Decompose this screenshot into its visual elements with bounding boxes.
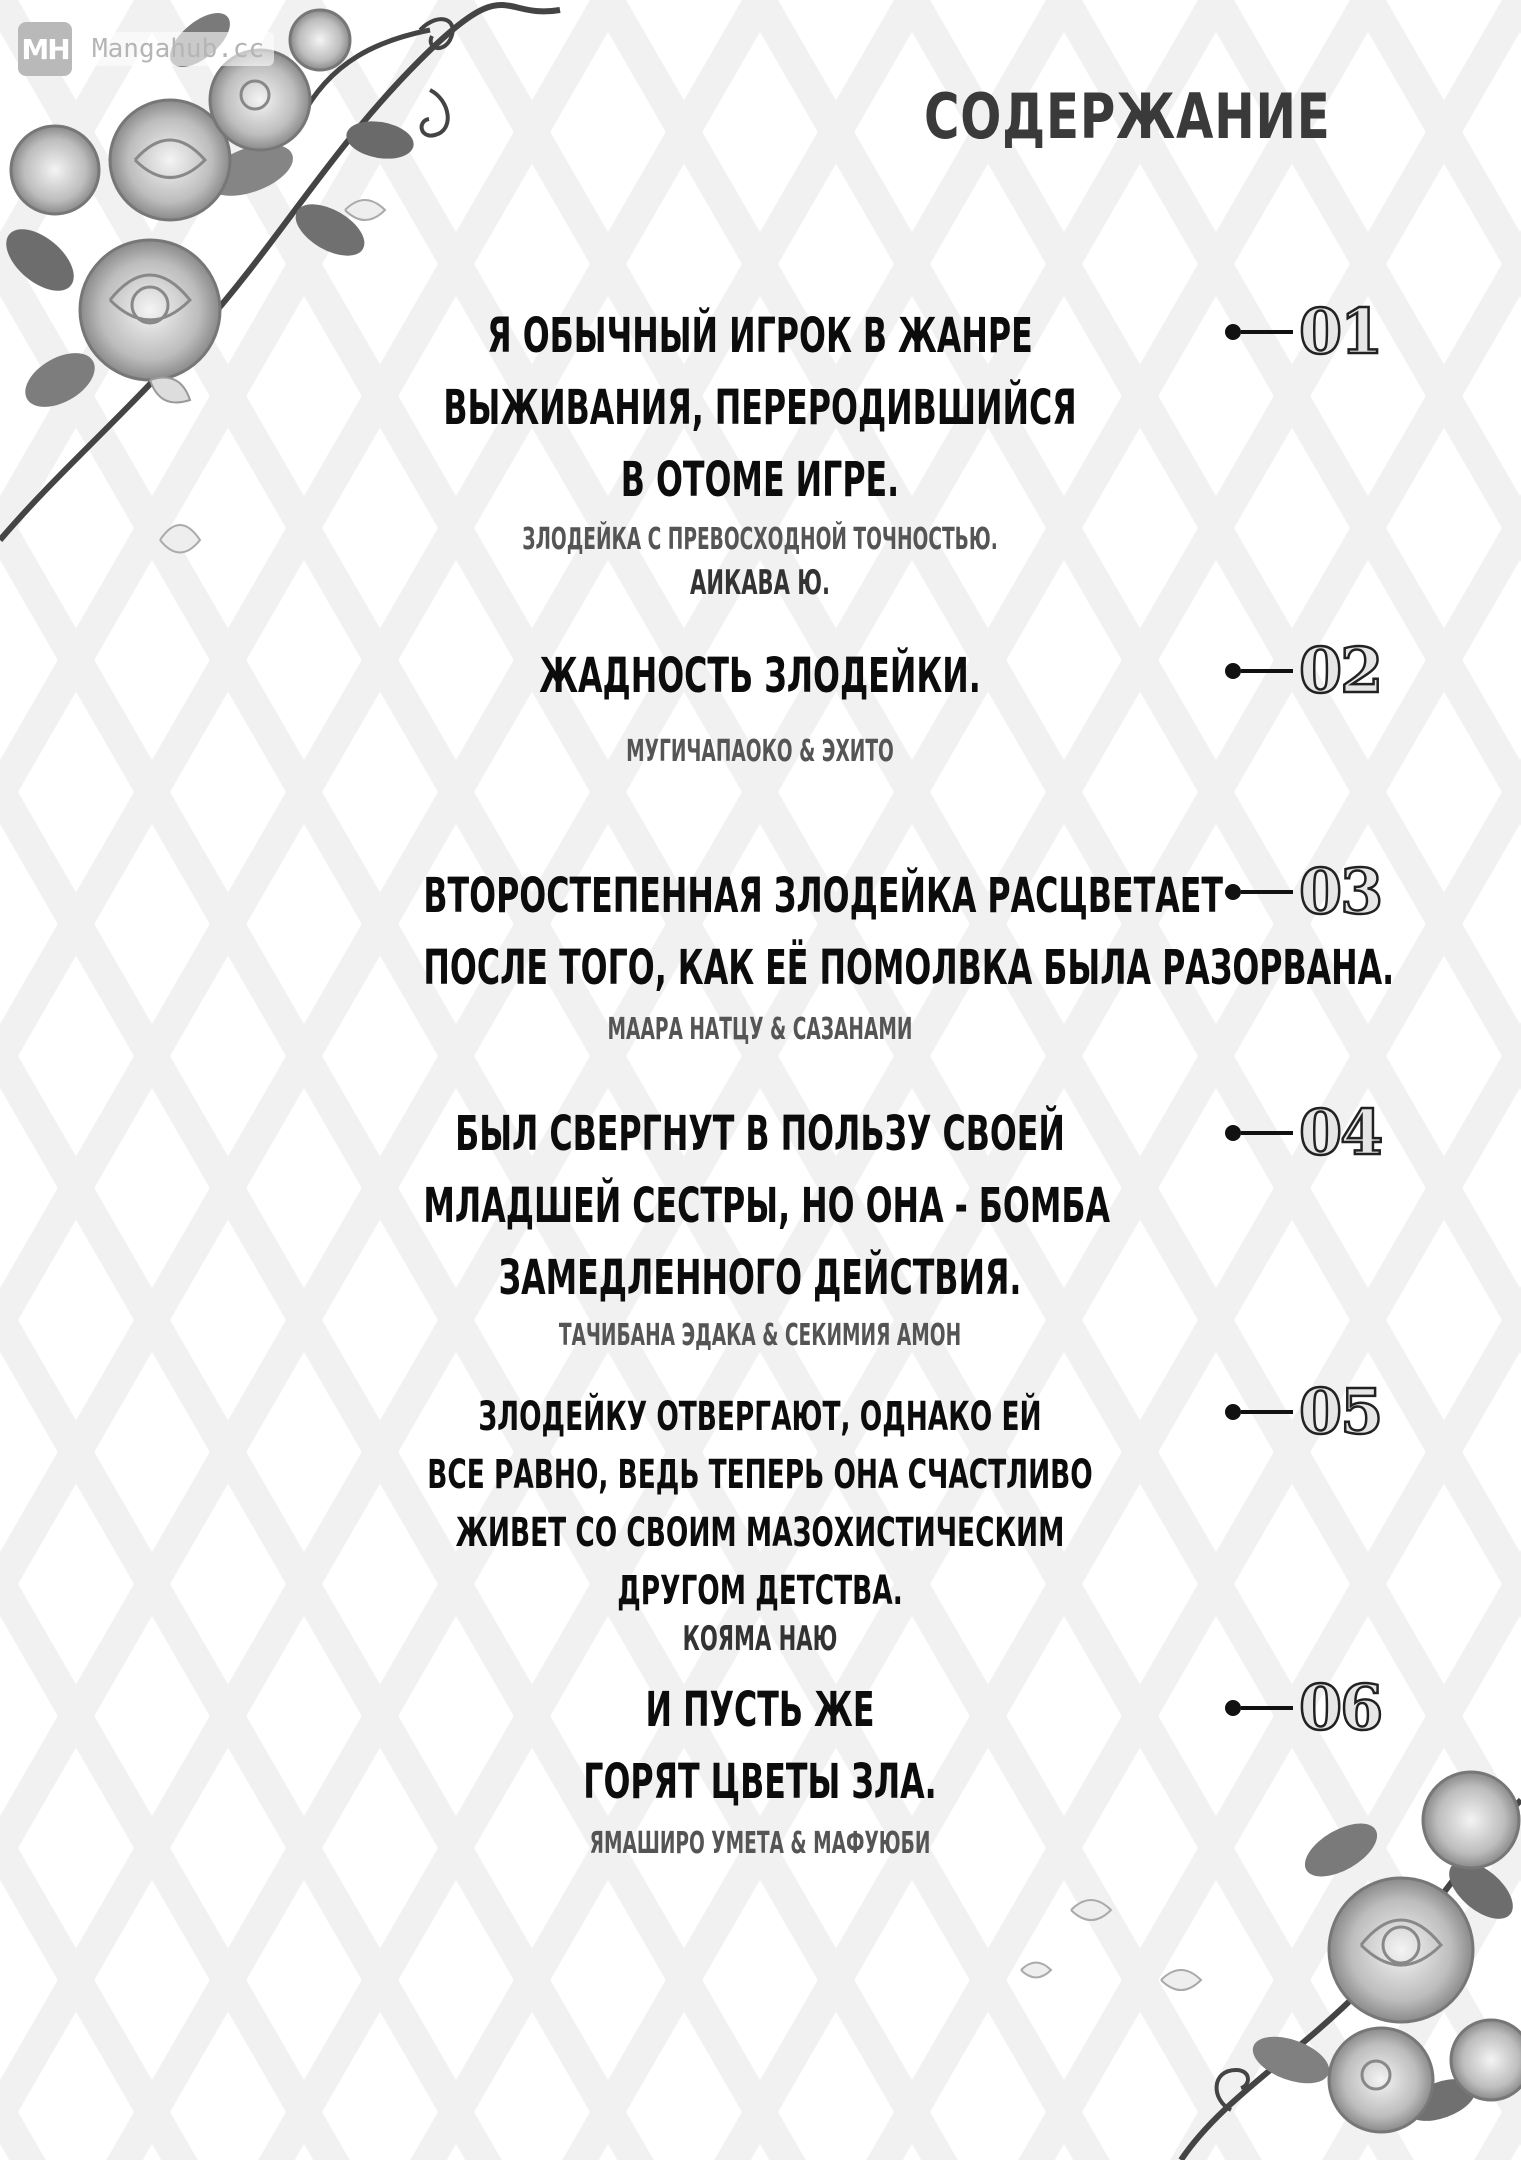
entry-title-line: ЗЛОДЕЙКУ ОТВЕРГАЮТ, ОДНАКО ЕЙ [478, 1394, 1042, 1440]
marker-dot [1225, 1125, 1241, 1141]
toc-entry-06 [250, 1674, 1270, 1874]
toc-entry-02 [250, 640, 1270, 780]
entry-number-marker-02 [1225, 634, 1415, 707]
entry-number-marker-03 [1225, 855, 1415, 928]
site-watermark [18, 22, 274, 76]
toc-entry-05 [250, 1388, 1270, 1668]
entry-number: 06 [1299, 1671, 1382, 1744]
entry-author-line: МААРА НАТЦУ & САЗАНАМИ [607, 1012, 913, 1047]
entry-number-marker-06 [1225, 1671, 1415, 1744]
marker-dot [1225, 663, 1241, 679]
marker-line [1241, 890, 1293, 894]
entry-author-line: ТАЧИБАНА ЭДАКА & СЕКИМИЯ АМОН [558, 1318, 962, 1353]
entry-title-line: Я ОБЫЧНЫЙ ИГРОК В ЖАНРЕ [487, 308, 1033, 364]
marker-line [1241, 1131, 1293, 1135]
entry-author-line: КОЯМА НАЮ [682, 1619, 838, 1659]
entry-number: 04 [1299, 1096, 1382, 1169]
marker-line [1241, 330, 1293, 334]
entry-title-line: ПОСЛЕ ТОГО, КАК ЕЁ ПОМОЛВКА БЫЛА РАЗОРВАНА. [423, 940, 1395, 996]
entry-title-line: ГОРЯТ ЦВЕТЫ ЗЛА. [583, 1754, 937, 1810]
entry-author-line: ЯМАШИРО УМЕТА & МАФУЮБИ [589, 1826, 931, 1861]
marker-line [1241, 669, 1293, 673]
entry-author-line: ЗЛОДЕЙКА С ПРЕВОСХОДНОЙ ТОЧНОСТЬЮ. [522, 522, 998, 557]
entry-author-line: АИКАВА Ю. [690, 563, 830, 603]
watermark-logo: MH [18, 22, 72, 76]
entry-number: 01 [1299, 295, 1382, 368]
marker-dot [1225, 324, 1241, 340]
entry-title-line: ЗАМЕДЛЕННОГО ДЕЙСТВИЯ. [498, 1250, 1022, 1306]
page-title: СОДЕРЖАНИЕ [924, 80, 1331, 153]
entry-title-line: В ОТОМЕ ИГРЕ. [620, 452, 900, 508]
entry-title-line: ДРУГОМ ДЕТСТВА. [617, 1568, 903, 1614]
toc-entry-01 [250, 300, 1270, 640]
entry-title-line: ВЫЖИВАНИЯ, ПЕРЕРОДИВШИЙСЯ [443, 380, 1077, 436]
entry-title-line: ВТОРОСТЕПЕННАЯ ЗЛОДЕЙКА РАСЦВЕТАЕТ [423, 868, 1223, 924]
entry-number: 05 [1299, 1375, 1382, 1448]
entry-title-line: ВСЕ РАВНО, ВЕДЬ ТЕПЕРЬ ОНА СЧАСТЛИВО [427, 1452, 1093, 1498]
marker-dot [1225, 1404, 1241, 1420]
watermark-text: Mangahub.cc [82, 32, 274, 66]
entry-number-marker-05 [1225, 1375, 1415, 1448]
marker-line [1241, 1410, 1293, 1414]
entry-author-line: МУГИЧАПАОКО & ЭХИТО [626, 734, 894, 769]
entry-number: 03 [1299, 855, 1382, 928]
entry-number-marker-04 [1225, 1096, 1415, 1169]
entry-number: 02 [1299, 634, 1382, 707]
marker-dot [1225, 1700, 1241, 1716]
entry-title-line: МЛАДШЕЙ СЕСТРЫ, НО ОНА - БОМБА [423, 1178, 1111, 1234]
entry-title-line: ЖАДНОСТЬ ЗЛОДЕЙКИ. [539, 648, 981, 704]
entry-number-marker-01 [1225, 295, 1415, 368]
entry-title-line: БЫЛ СВЕРГНУТ В ПОЛЬЗУ СВОЕЙ [455, 1106, 1065, 1162]
marker-dot [1225, 884, 1241, 900]
entry-title-line: ЖИВЕТ СО СВОИМ МАЗОХИСТИЧЕСКИМ [455, 1510, 1065, 1556]
marker-line [1241, 1706, 1293, 1710]
toc-entry-04 [250, 1098, 1270, 1368]
entry-title-line: И ПУСТЬ ЖЕ [645, 1682, 875, 1738]
